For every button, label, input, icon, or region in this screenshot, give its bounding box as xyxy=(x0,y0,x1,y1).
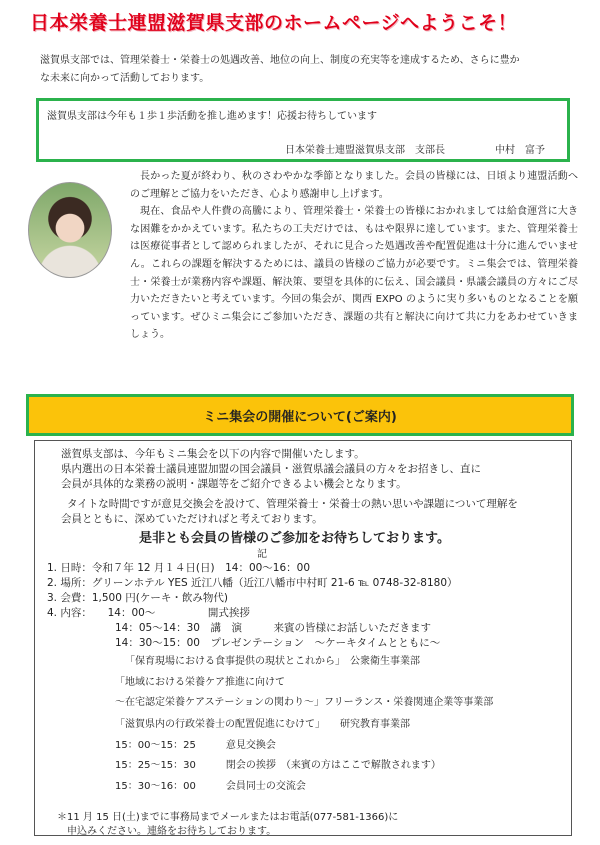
notice-headline: 是非とも会員の皆様のご参加をお待ちしております。 xyxy=(139,531,450,546)
message-box-signature: 日本栄養士連盟滋賀県支部 支部長 中村 富予 xyxy=(285,145,545,156)
program-line: 15：00～15：25 意見交換会 xyxy=(115,740,276,751)
message-box xyxy=(36,98,570,162)
greeting-paragraph-1: 長かった夏が終わり、秋のさわやかな季節となりました。会員の皆様には、日頃より連盟活動へのご理解とご協力をいただき、心より感謝申し上げます。 xyxy=(130,171,578,200)
program-line: 15：25～15：30 閉会の挨拶 （来賓の方はここで解散されます） xyxy=(115,760,441,771)
program-line: 15：30～16：00 会員同士の交流会 xyxy=(115,781,306,792)
meeting-info-box xyxy=(34,440,572,836)
notice-line-4: タイトな時間ですが意見交換会を設けて、管理栄養士・栄養士の熱い思いや課題について理解を xyxy=(67,498,518,510)
item-fee: 3. 会費：1,500 円(ケーキ・飲み物代) xyxy=(47,592,228,604)
notice-line-3: 会員が具体的な業務の説明・課題等をご紹介できるよい機会となります。 xyxy=(61,478,407,490)
program-line: 「滋賀県内の行政栄養士の配置促進にむけて」 研究教育事業部 xyxy=(115,719,410,730)
intro-line-1: 滋賀県支部では、管理栄養士・栄養士の処遇改善、地位の向上、制度の充実等を達成するため、さらに豊か xyxy=(40,55,520,66)
footer-line-1: ＊11 月 15 日(土)までに事務局までメールまたはお電話(077-581-1366)に xyxy=(57,812,399,823)
greeting-body xyxy=(130,168,578,344)
greeting-paragraph-2: 現在、食品や人件費の高騰により、管理栄養士・栄養士の皆様におかれましては給食運営に大きな困難をかかえています。私たちの工夫だけでは、もはや限界に達しています。また、管理栄養士は医療従事者として認められましたが、それに見合った処遇改善や配置促進は十分に進んでいません。これらの課題を解決するためには、議員の皆様のご協力が必要です。ミニ集会では、管理栄養士・栄養士が業務内容や課題、解決策、要望を具体的に伝え、国会議員・県議会議員の方々にご尽力いただきたいと考えています。今回の集会が、関西 EXPO のように実り多いものとなることを願っています。ぜひミニ集会にご参加いただき、課題の共有と解決に向けて共に力をあわせていきましょう。 xyxy=(130,206,578,341)
intro-text xyxy=(40,52,580,88)
notice-line-5: 会員とともに、深めていただければと考えております。 xyxy=(61,513,323,525)
program-line: ～在宅認定栄養ケアステーションの関わり～」フリーランス・栄養関連企業等事業部 xyxy=(115,697,494,708)
program-line: 「地域における栄養ケア推進に向けて xyxy=(115,677,285,688)
footer-line-2: 申込みください。連絡をお待ちしております。 xyxy=(67,826,277,837)
item-place: 2. 場所：グリーンホテル YES 近江八幡（近江八幡市中村町 21-6 ℡ 0748-32-8180） xyxy=(47,577,458,589)
program-line: 14：30～15：00 プレゼンテーション ～ケーキタイムとともに～ xyxy=(115,637,441,649)
mini-meeting-banner xyxy=(26,394,574,436)
program-line: 「保育現場における食事提供の現状とこれから」 公衆衛生事業部 xyxy=(125,656,420,667)
intro-line-2: な未来に向かって活動しております。 xyxy=(40,73,210,84)
item-content: 4. 内容： 14：00～ 開式挨拶 xyxy=(47,607,250,619)
page-title: 日本栄養士連盟滋賀県支部のホームページへようこそ！ xyxy=(30,12,518,34)
item-datetime: 1. 日時：令和７年 12 月１４日(日) 14：00～16：00 xyxy=(47,562,311,574)
notice-line-2: 県内選出の日本栄養士議員連盟加盟の国会議員・滋賀県議会議員の方々をお招きし、直に xyxy=(61,463,481,475)
chairperson-photo xyxy=(28,182,112,278)
program-line: 14：05～14：30 講 演 来賓の皆様にお話しいただきます xyxy=(115,622,431,634)
message-box-text: 滋賀県支部は今年も１歩１歩活動を推し進めます！応援お待ちしています xyxy=(47,111,377,122)
notice-line-1: 滋賀県支部は、今年もミニ集会を以下の内容で開催いたします。 xyxy=(61,448,365,460)
notice-ki: 記 xyxy=(257,549,267,560)
banner-title: ミニ集会の開催について(ご案内) xyxy=(203,409,397,425)
